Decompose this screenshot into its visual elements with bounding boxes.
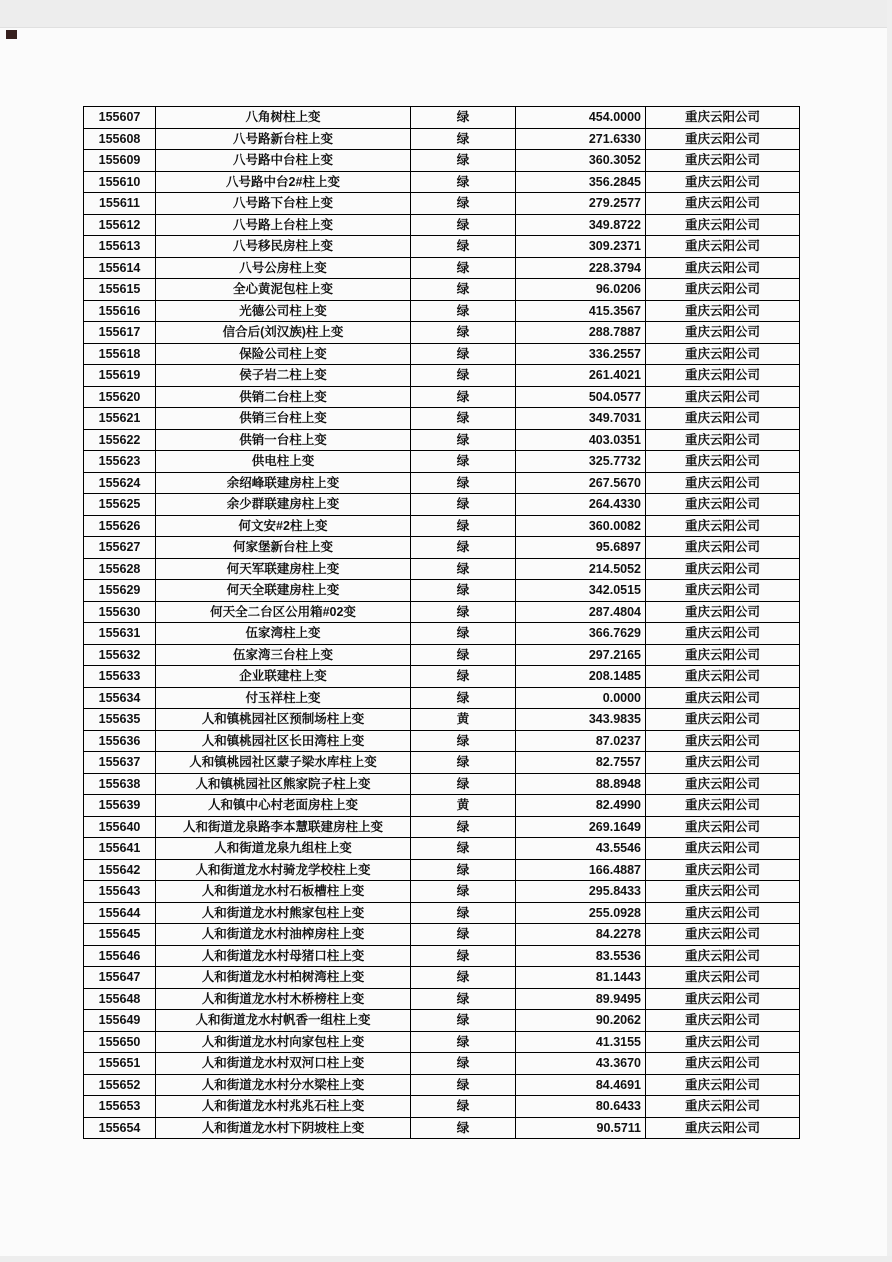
cell-id: 155617 — [84, 322, 156, 344]
cell-company: 重庆云阳公司 — [646, 1053, 800, 1075]
table-row — [84, 128, 800, 150]
cell-id: 155633 — [84, 666, 156, 688]
cell-name: 人和镇桃园社区蒙子梁水库柱上变 — [156, 752, 411, 774]
cell-company: 重庆云阳公司 — [646, 687, 800, 709]
cell-status: 绿 — [411, 171, 516, 193]
cell-company: 重庆云阳公司 — [646, 193, 800, 215]
cell-company: 重庆云阳公司 — [646, 107, 800, 129]
cell-name: 人和街道龙水村分水梁柱上变 — [156, 1074, 411, 1096]
table-row — [84, 193, 800, 215]
cell-id: 155616 — [84, 300, 156, 322]
cell-name: 余少群联建房柱上变 — [156, 494, 411, 516]
cell-company: 重庆云阳公司 — [646, 214, 800, 236]
cell-company: 重庆云阳公司 — [646, 257, 800, 279]
cell-name: 何家堡新台柱上变 — [156, 537, 411, 559]
cell-id: 155648 — [84, 988, 156, 1010]
cell-name: 人和街道龙水村兆兆石柱上变 — [156, 1096, 411, 1118]
cell-name: 何文安#2柱上变 — [156, 515, 411, 537]
cell-company: 重庆云阳公司 — [646, 967, 800, 989]
table-row — [84, 343, 800, 365]
cell-name: 八号路新台柱上变 — [156, 128, 411, 150]
cell-status: 绿 — [411, 1096, 516, 1118]
table-row — [84, 902, 800, 924]
cell-company: 重庆云阳公司 — [646, 816, 800, 838]
table-row — [84, 773, 800, 795]
cell-name: 八号路中台2#柱上变 — [156, 171, 411, 193]
cell-status: 绿 — [411, 838, 516, 860]
cell-value: 356.2845 — [516, 171, 646, 193]
cell-id: 155607 — [84, 107, 156, 129]
cell-value: 342.0515 — [516, 580, 646, 602]
cell-company: 重庆云阳公司 — [646, 472, 800, 494]
cell-status: 绿 — [411, 494, 516, 516]
cell-value: 43.5546 — [516, 838, 646, 860]
cell-value: 82.4990 — [516, 795, 646, 817]
cell-name: 全心黄泥包柱上变 — [156, 279, 411, 301]
cell-status: 绿 — [411, 1053, 516, 1075]
cell-company: 重庆云阳公司 — [646, 902, 800, 924]
cell-name: 供电柱上变 — [156, 451, 411, 473]
cell-name: 人和镇中心村老面房柱上变 — [156, 795, 411, 817]
cell-id: 155646 — [84, 945, 156, 967]
cell-value: 403.0351 — [516, 429, 646, 451]
table-row — [84, 386, 800, 408]
table-row — [84, 150, 800, 172]
table-row — [84, 623, 800, 645]
data-table — [83, 106, 800, 1139]
cell-company: 重庆云阳公司 — [646, 558, 800, 580]
table-row — [84, 214, 800, 236]
cell-name: 何天全二台区公用箱#02变 — [156, 601, 411, 623]
cell-id: 155632 — [84, 644, 156, 666]
cell-name: 人和镇桃园社区熊家院子柱上变 — [156, 773, 411, 795]
cell-name: 供销二台柱上变 — [156, 386, 411, 408]
cell-id: 155610 — [84, 171, 156, 193]
table-row — [84, 1117, 800, 1139]
cell-value: 88.8948 — [516, 773, 646, 795]
cell-id: 155631 — [84, 623, 156, 645]
cell-status: 绿 — [411, 1074, 516, 1096]
table-row — [84, 1096, 800, 1118]
cell-id: 155620 — [84, 386, 156, 408]
cell-id: 155615 — [84, 279, 156, 301]
cell-id: 155654 — [84, 1117, 156, 1139]
cell-status: 黄 — [411, 795, 516, 817]
table-row — [84, 494, 800, 516]
cell-id: 155642 — [84, 859, 156, 881]
cell-name: 付玉祥柱上变 — [156, 687, 411, 709]
cell-name: 何天全联建房柱上变 — [156, 580, 411, 602]
cell-status: 绿 — [411, 558, 516, 580]
table-row — [84, 515, 800, 537]
table-row — [84, 666, 800, 688]
cell-id: 155636 — [84, 730, 156, 752]
table-row — [84, 816, 800, 838]
cell-company: 重庆云阳公司 — [646, 429, 800, 451]
cell-status: 绿 — [411, 279, 516, 301]
cell-value: 83.5536 — [516, 945, 646, 967]
cell-company: 重庆云阳公司 — [646, 623, 800, 645]
table-row — [84, 924, 800, 946]
table-row — [84, 300, 800, 322]
cell-status: 绿 — [411, 644, 516, 666]
cell-id: 155618 — [84, 343, 156, 365]
cell-name: 人和街道龙水村向家包柱上变 — [156, 1031, 411, 1053]
cell-id: 155641 — [84, 838, 156, 860]
cell-company: 重庆云阳公司 — [646, 859, 800, 881]
cell-name: 八号路中台柱上变 — [156, 150, 411, 172]
cell-status: 绿 — [411, 1117, 516, 1139]
cell-company: 重庆云阳公司 — [646, 666, 800, 688]
cell-id: 155651 — [84, 1053, 156, 1075]
cell-status: 绿 — [411, 924, 516, 946]
table-row — [84, 709, 800, 731]
cell-company: 重庆云阳公司 — [646, 386, 800, 408]
cell-company: 重庆云阳公司 — [646, 365, 800, 387]
cell-status: 绿 — [411, 408, 516, 430]
cell-status: 绿 — [411, 343, 516, 365]
cell-company: 重庆云阳公司 — [646, 1096, 800, 1118]
cell-status: 绿 — [411, 451, 516, 473]
cell-name: 企业联建柱上变 — [156, 666, 411, 688]
cell-company: 重庆云阳公司 — [646, 945, 800, 967]
cell-status: 绿 — [411, 859, 516, 881]
table-row — [84, 967, 800, 989]
cell-id: 155644 — [84, 902, 156, 924]
table-row — [84, 537, 800, 559]
cell-value: 90.2062 — [516, 1010, 646, 1032]
table-row — [84, 472, 800, 494]
cell-name: 八角树柱上变 — [156, 107, 411, 129]
cell-value: 80.6433 — [516, 1096, 646, 1118]
cell-id: 155625 — [84, 494, 156, 516]
cell-value: 87.0237 — [516, 730, 646, 752]
cell-id: 155650 — [84, 1031, 156, 1053]
cell-value: 279.2577 — [516, 193, 646, 215]
cell-name: 何天军联建房柱上变 — [156, 558, 411, 580]
cell-value: 0.0000 — [516, 687, 646, 709]
cell-company: 重庆云阳公司 — [646, 408, 800, 430]
table-row — [84, 322, 800, 344]
cell-status: 绿 — [411, 730, 516, 752]
cell-company: 重庆云阳公司 — [646, 988, 800, 1010]
cell-status: 绿 — [411, 515, 516, 537]
cell-value: 309.2371 — [516, 236, 646, 258]
cell-value: 89.9495 — [516, 988, 646, 1010]
cell-company: 重庆云阳公司 — [646, 494, 800, 516]
cell-name: 人和街道龙水村母猪口柱上变 — [156, 945, 411, 967]
cell-status: 绿 — [411, 214, 516, 236]
table-row — [84, 644, 800, 666]
cell-value: 81.1443 — [516, 967, 646, 989]
cell-value: 336.2557 — [516, 343, 646, 365]
cell-id: 155635 — [84, 709, 156, 731]
cell-name: 伍家湾三台柱上变 — [156, 644, 411, 666]
cell-id: 155613 — [84, 236, 156, 258]
cell-status: 绿 — [411, 537, 516, 559]
cell-company: 重庆云阳公司 — [646, 795, 800, 817]
cell-id: 155640 — [84, 816, 156, 838]
cell-value: 325.7732 — [516, 451, 646, 473]
cell-value: 349.7031 — [516, 408, 646, 430]
cell-id: 155619 — [84, 365, 156, 387]
table-row — [84, 257, 800, 279]
cell-company: 重庆云阳公司 — [646, 1031, 800, 1053]
cell-name: 侯子岩二柱上变 — [156, 365, 411, 387]
cell-id: 155622 — [84, 429, 156, 451]
cell-value: 82.7557 — [516, 752, 646, 774]
cell-value: 288.7887 — [516, 322, 646, 344]
cell-status: 绿 — [411, 128, 516, 150]
cell-name: 供销三台柱上变 — [156, 408, 411, 430]
table-row — [84, 795, 800, 817]
cell-company: 重庆云阳公司 — [646, 171, 800, 193]
cell-value: 271.6330 — [516, 128, 646, 150]
cell-id: 155627 — [84, 537, 156, 559]
cell-company: 重庆云阳公司 — [646, 773, 800, 795]
cell-id: 155639 — [84, 795, 156, 817]
table-row — [84, 451, 800, 473]
table-row — [84, 988, 800, 1010]
cell-id: 155614 — [84, 257, 156, 279]
cell-id: 155649 — [84, 1010, 156, 1032]
cell-status: 绿 — [411, 1031, 516, 1053]
page-bottom-margin — [0, 1256, 892, 1262]
cell-value: 287.4804 — [516, 601, 646, 623]
cell-name: 信合后(刘汉族)柱上变 — [156, 322, 411, 344]
cell-value: 269.1649 — [516, 816, 646, 838]
table-row — [84, 580, 800, 602]
cell-status: 绿 — [411, 945, 516, 967]
cell-id: 155643 — [84, 881, 156, 903]
table-row — [84, 429, 800, 451]
cell-value: 264.4330 — [516, 494, 646, 516]
page-right-margin — [887, 0, 892, 1262]
table-row — [84, 107, 800, 129]
cell-company: 重庆云阳公司 — [646, 343, 800, 365]
cell-id: 155608 — [84, 128, 156, 150]
cell-status: 绿 — [411, 236, 516, 258]
cell-company: 重庆云阳公司 — [646, 1010, 800, 1032]
cell-status: 绿 — [411, 623, 516, 645]
cell-company: 重庆云阳公司 — [646, 300, 800, 322]
page-top-margin — [0, 0, 892, 28]
table-row — [84, 1010, 800, 1032]
cell-status: 绿 — [411, 150, 516, 172]
cell-name: 八号公房柱上变 — [156, 257, 411, 279]
cell-company: 重庆云阳公司 — [646, 881, 800, 903]
cell-status: 绿 — [411, 365, 516, 387]
cell-name: 供销一台柱上变 — [156, 429, 411, 451]
cell-id: 155645 — [84, 924, 156, 946]
cell-status: 黄 — [411, 709, 516, 731]
cell-name: 人和街道龙水村下阴坡柱上变 — [156, 1117, 411, 1139]
cell-value: 96.0206 — [516, 279, 646, 301]
cell-value: 454.0000 — [516, 107, 646, 129]
cell-id: 155628 — [84, 558, 156, 580]
cell-id: 155621 — [84, 408, 156, 430]
cell-name: 人和镇桃园社区长田湾柱上变 — [156, 730, 411, 752]
cell-value: 415.3567 — [516, 300, 646, 322]
cell-value: 504.0577 — [516, 386, 646, 408]
cell-company: 重庆云阳公司 — [646, 150, 800, 172]
table-row — [84, 558, 800, 580]
table-row — [84, 601, 800, 623]
cell-status: 绿 — [411, 300, 516, 322]
table-row — [84, 730, 800, 752]
cell-value: 166.4887 — [516, 859, 646, 881]
table-row — [84, 236, 800, 258]
cell-status: 绿 — [411, 773, 516, 795]
cell-company: 重庆云阳公司 — [646, 838, 800, 860]
cell-name: 人和镇桃园社区预制场柱上变 — [156, 709, 411, 731]
cell-id: 155624 — [84, 472, 156, 494]
cell-name: 人和街道龙水村石板槽柱上变 — [156, 881, 411, 903]
table-row — [84, 1053, 800, 1075]
cell-value: 228.3794 — [516, 257, 646, 279]
cell-value: 366.7629 — [516, 623, 646, 645]
cell-status: 绿 — [411, 881, 516, 903]
cell-id: 155623 — [84, 451, 156, 473]
cell-status: 绿 — [411, 988, 516, 1010]
cell-company: 重庆云阳公司 — [646, 601, 800, 623]
cell-value: 41.3155 — [516, 1031, 646, 1053]
cell-value: 84.2278 — [516, 924, 646, 946]
cell-company: 重庆云阳公司 — [646, 537, 800, 559]
cell-status: 绿 — [411, 257, 516, 279]
cell-value: 295.8433 — [516, 881, 646, 903]
cell-value: 349.8722 — [516, 214, 646, 236]
cell-id: 155647 — [84, 967, 156, 989]
cell-name: 八号路上台柱上变 — [156, 214, 411, 236]
cell-name: 保险公司柱上变 — [156, 343, 411, 365]
cell-value: 261.4021 — [516, 365, 646, 387]
cell-company: 重庆云阳公司 — [646, 236, 800, 258]
cell-value: 360.3052 — [516, 150, 646, 172]
cell-value: 255.0928 — [516, 902, 646, 924]
cell-company: 重庆云阳公司 — [646, 279, 800, 301]
cell-name: 人和街道龙水村双河口柱上变 — [156, 1053, 411, 1075]
cell-id: 155630 — [84, 601, 156, 623]
cell-status: 绿 — [411, 752, 516, 774]
cell-id: 155637 — [84, 752, 156, 774]
cell-name: 人和街道龙水村熊家包柱上变 — [156, 902, 411, 924]
table-row — [84, 838, 800, 860]
cell-company: 重庆云阳公司 — [646, 1074, 800, 1096]
cell-status: 绿 — [411, 601, 516, 623]
cell-status: 绿 — [411, 322, 516, 344]
table-row — [84, 1074, 800, 1096]
cell-name: 人和街道龙水村骑龙学校柱上变 — [156, 859, 411, 881]
cell-company: 重庆云阳公司 — [646, 752, 800, 774]
cell-company: 重庆云阳公司 — [646, 322, 800, 344]
cell-name: 人和街道龙水村帆香一组柱上变 — [156, 1010, 411, 1032]
cell-value: 267.5670 — [516, 472, 646, 494]
cell-value: 208.1485 — [516, 666, 646, 688]
table-row — [84, 279, 800, 301]
cell-company: 重庆云阳公司 — [646, 644, 800, 666]
table-row — [84, 881, 800, 903]
table-row — [84, 408, 800, 430]
cell-id: 155652 — [84, 1074, 156, 1096]
cell-id: 155626 — [84, 515, 156, 537]
cell-company: 重庆云阳公司 — [646, 515, 800, 537]
cell-company: 重庆云阳公司 — [646, 1117, 800, 1139]
cell-value: 84.4691 — [516, 1074, 646, 1096]
cell-name: 人和街道龙水村柏树湾柱上变 — [156, 967, 411, 989]
cell-status: 绿 — [411, 902, 516, 924]
cell-id: 155612 — [84, 214, 156, 236]
cell-status: 绿 — [411, 472, 516, 494]
cell-name: 伍家湾柱上变 — [156, 623, 411, 645]
cell-id: 155629 — [84, 580, 156, 602]
scan-artifact-mark — [6, 30, 17, 39]
cell-company: 重庆云阳公司 — [646, 924, 800, 946]
cell-name: 人和街道龙水村油榨房柱上变 — [156, 924, 411, 946]
table-body — [84, 107, 800, 1139]
cell-id: 155611 — [84, 193, 156, 215]
cell-name: 人和街道龙泉路李本慧联建房柱上变 — [156, 816, 411, 838]
cell-status: 绿 — [411, 967, 516, 989]
cell-value: 90.5711 — [516, 1117, 646, 1139]
cell-id: 155638 — [84, 773, 156, 795]
cell-status: 绿 — [411, 1010, 516, 1032]
cell-name: 人和街道龙水村木桥榜柱上变 — [156, 988, 411, 1010]
cell-status: 绿 — [411, 687, 516, 709]
cell-name: 余绍峰联建房柱上变 — [156, 472, 411, 494]
cell-company: 重庆云阳公司 — [646, 451, 800, 473]
table-row — [84, 1031, 800, 1053]
cell-company: 重庆云阳公司 — [646, 730, 800, 752]
cell-company: 重庆云阳公司 — [646, 580, 800, 602]
cell-id: 155634 — [84, 687, 156, 709]
table-row — [84, 859, 800, 881]
table-row — [84, 752, 800, 774]
cell-name: 光德公司柱上变 — [156, 300, 411, 322]
table-row — [84, 365, 800, 387]
cell-value: 95.6897 — [516, 537, 646, 559]
cell-status: 绿 — [411, 193, 516, 215]
cell-value: 43.3670 — [516, 1053, 646, 1075]
cell-status: 绿 — [411, 429, 516, 451]
cell-status: 绿 — [411, 816, 516, 838]
cell-status: 绿 — [411, 386, 516, 408]
table-row — [84, 687, 800, 709]
cell-id: 155653 — [84, 1096, 156, 1118]
cell-status: 绿 — [411, 580, 516, 602]
cell-value: 343.9835 — [516, 709, 646, 731]
cell-name: 人和街道龙泉九组柱上变 — [156, 838, 411, 860]
cell-id: 155609 — [84, 150, 156, 172]
cell-company: 重庆云阳公司 — [646, 128, 800, 150]
cell-value: 297.2165 — [516, 644, 646, 666]
table-row — [84, 171, 800, 193]
cell-status: 绿 — [411, 666, 516, 688]
cell-value: 214.5052 — [516, 558, 646, 580]
cell-value: 360.0082 — [516, 515, 646, 537]
cell-name: 八号路下台柱上变 — [156, 193, 411, 215]
cell-name: 八号移民房柱上变 — [156, 236, 411, 258]
cell-status: 绿 — [411, 107, 516, 129]
table-row — [84, 945, 800, 967]
cell-company: 重庆云阳公司 — [646, 709, 800, 731]
